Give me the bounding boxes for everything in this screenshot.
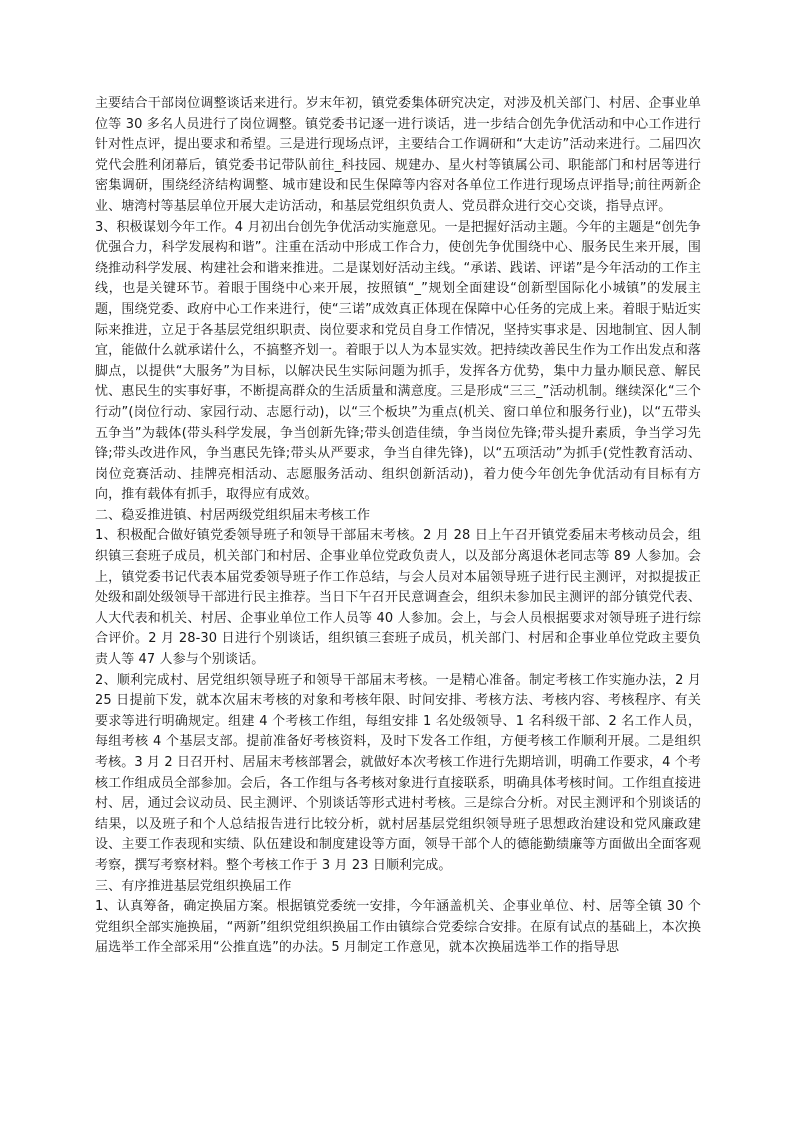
paragraph-job-adjustment-talks: 主要结合干部岗位调整谈话来进行。岁末年初，镇党委集体研究决定，对涉及机关部门、村居、企事业单位等 30 多名人员进行了岗位调整。镇党委书记逐一进行谈话，进一步结合创先争优活动和中心工作进行针对性点评，提出要求和希望。三是进行现场点评，主要结合工作调研和“大走访”活动来进行。二届四次党代会胜利闭幕后，镇党委书记带队前往_科技园、规建办、星火村等镇属公司、职能部门和村居等进行密集调研，围绕经济结构调整、城市建设和民生保障等内容对各单位工作进行现场点评指导;前往两新企业、塘湾村等基层单位开展大走访活动，和基层党组织负责人、党员群众进行交心交谈，指导点评。: [95, 96, 701, 214]
paragraph-town-committee-assessment: 1、积极配合做好镇党委领导班子和领导干部届末考核。2 月 28 日上午召开镇党委届末考核动员会，组织镇三套班子成员，机关部门和村居、企事业单位党政负责人，以及部分离退休老同志等 89 人参加。会上，镇党委书记代表本届党委领导班子作工作总结，与会人员对本届领导班子进行民主测评，对拟提拔正处级和副处级领导干部进行民主推荐。当日下午召开民意调查会，组织未参加民主测评的部分镇党代表、人大代表和机关、村居、企事业单位工作人员等 40 人参加。会上，与会人员根据要求对领导班子进行综合评价。2 月 28-30 日进行个别谈话，组织镇三套班子成员，机关部门、村居和企事业单位党政主要负责人等 47 人参与个别谈话。: [95, 528, 701, 668]
section-heading-two: 二、稳妥推进镇、村居两级党组织届末考核工作: [95, 507, 371, 523]
paragraph-plan-this-year: 3、积极谋划今年工作。4 月初出台创先争优活动实施意见。一是把握好活动主题。今年的主题是“创先争优强合力，科学发展构和谐”。注重在活动中形成工作合力，使创先争优围绕中心、服务民生来开展，围绕推动科学发展、构建社会和谐来推进。二是谋划好活动主线。“承诺、践诺、评诺”是今年活动的工作主线，也是关键环节。着眼于围绕中心来开展，按照镇“_”规划全面建设“创新型国际化小城镇”的发展主题，围绕党委、政府中心工作来进行，使“三诺”成效真正体现在保障中心任务的完成上来。着眼于贴近实际来推进，立足于各基层党组织职责、岗位要求和党员自身工作情况，坚持实事求是、因地制宜、因人制宜，能做什么就承诺什么，不搞整齐划一。着眼于以人为本显实效。把持续改善民生作为工作出发点和落脚点，以提供“大服务”为目标，以解决民生实际问题为抓手，发挥各方优势，集中力量办顺民意、解民忧、惠民生的实事好事，不断提高群众的生活质量和满意度。三是形成“三三_”活动机制。继续深化“三个行动”(岗位行动、家园行动、志愿行动)，以“三个板块”为重点(机关、窗口单位和服务行业)，以“五带头五争当”为载体(带头科学发展，争当创新先锋;带头创造佳绩，争当岗位先锋;带头提升素质，争当学习先锋;带头改进作风，争当惠民先锋;带头从严要求，争当自律先锋)，以“五项活动”为抓手(党性教育活动、岗位竞赛活动、挂牌亮相活动、志愿服务活动、组织创新活动)，着力使今年创先争优活动有目标有方向，推有载体有抓手，取得应有成效。: [95, 219, 701, 503]
paragraph-election-preparation: 1、认真筹备，确定换届方案。根据镇党委统一安排，今年涵盖机关、企事业单位、村、居等全镇 30 个党组织全部实施换届，“两新”组织党组织换届工作由镇综合党委综合安排。在原有试点的基础上，本次换届选举工作全部采用“公推直选”的办法。5 月制定工作意见，就本次换届选举工作的指导思: [95, 899, 701, 956]
section-heading-three: 三、有序推进基层党组织换届工作: [95, 878, 292, 894]
document-body: [95, 94, 701, 959]
paragraph-village-assessment: 2、顺利完成村、居党组织领导班子和领导干部届末考核。一是精心准备。制定考核工作实施办法，2 月 25 日提前下发，就本次届末考核的对象和考核年限、时间安排、考核方法、考核内容、考核程序、有关要求等进行明确规定。组建 4 个考核工作组，每组安排 1 名处级领导、1 名科级干部、2 名工作人员，每组考核 4 个基层支部。提前准备好考核资料，及时下发各工作组，方便考核工作顺利开展。二是组织考核。3 月 2 日召开村、居届末考核部署会，就做好本次考核工作进行先期培训，明确工作要求，4 个考核工作组成员全部参加。会后，各工作组与各考核对象进行直接联系，明确具体考核时间。工作组直接进村、居，通过会议动员、民主测评、个别谈话等形式进村考核。三是综合分析。对民主测评和个别谈话的结果，以及班子和个人总结报告进行比较分析，就村居基层党组织领导班子思想政治建设和党风廉政建设、主要工作表现和实绩、队伍建设和制度建设等方面，领导干部个人的德能勤绩廉等方面做出全面客观考察，撰写考察材料。整个考核工作于 3 月 23 日顺利完成。: [95, 672, 701, 873]
